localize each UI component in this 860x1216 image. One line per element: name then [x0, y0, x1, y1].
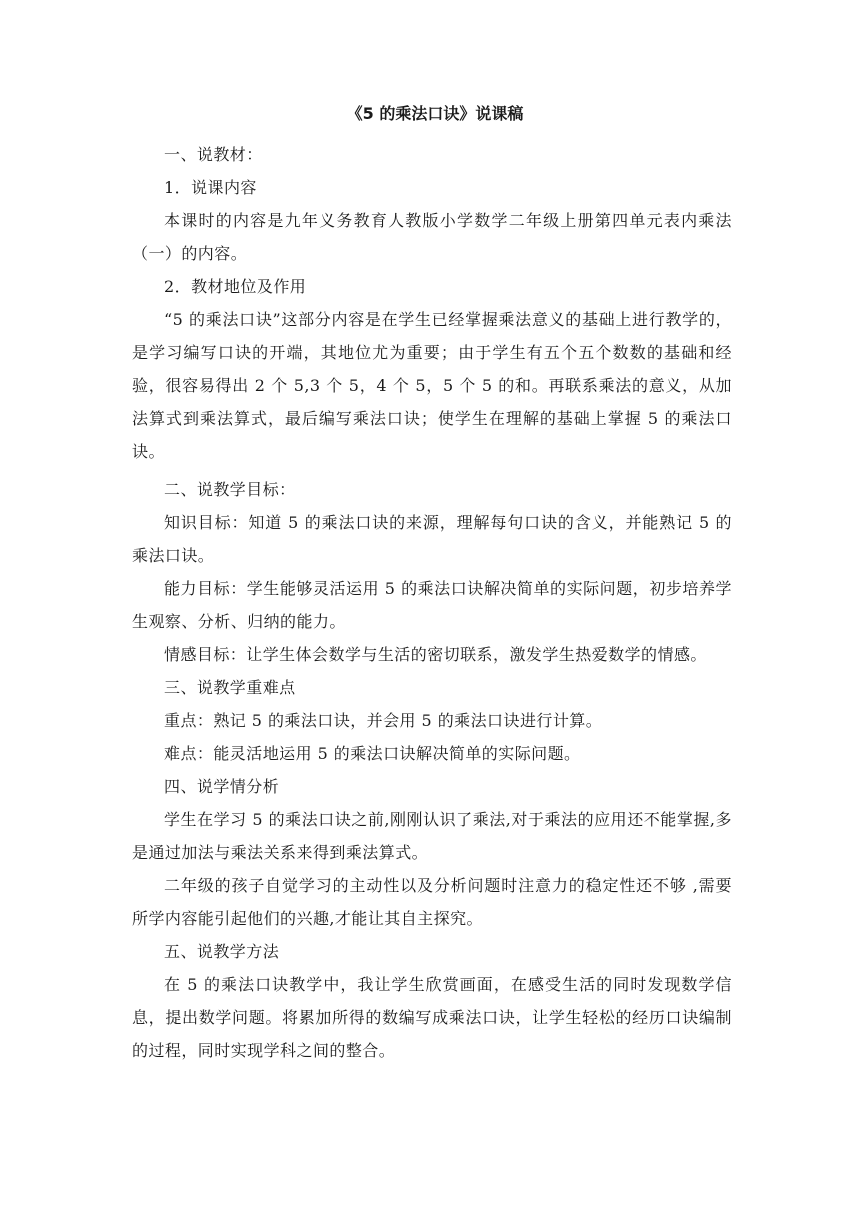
section-heading-teaching-goals: 二、说教学目标：	[164, 480, 296, 499]
paragraph-ability-goal: 能力目标：学生能够灵活运用 5 的乘法口诀解决简单的实际问题，初步培养学生观察、分析、归纳的能力。	[132, 579, 732, 631]
paragraph-student-analysis-2: 二年级的孩子自觉学习的主动性以及分析问题时注意力的稳定性还不够 ,需要所学内容能引起他们的兴趣,才能让其自主探究。	[132, 876, 732, 928]
section-heading-key-difficult-points: 三、说教学重难点	[164, 678, 296, 697]
paragraph-key-point: 重点：熟记 5 的乘法口诀，并会用 5 的乘法口诀进行计算。	[164, 711, 603, 730]
section-heading-student-analysis: 四、说学情分析	[164, 777, 280, 796]
paragraph-teaching-methods: 在 5 的乘法口诀教学中，我让学生欣赏画面，在感受生活的同时发现数学信息，提出数学问题。将累加所得的数编写成乘法口诀，让学生轻松的经历口诀编制的过程，同时实现学科之间的整合。	[132, 975, 732, 1060]
paragraph-knowledge-goal: 知识目标：知道 5 的乘法口诀的来源，理解每句口诀的含义，并能熟记 5 的乘法口诀。	[132, 513, 732, 565]
paragraph-emotion-goal: 情感目标：让学生体会数学与生活的密切联系，激发学生热爱数学的情感。	[164, 645, 707, 664]
paragraph-student-analysis-1: 学生在学习 5 的乘法口诀之前,刚刚认识了乘法,对于乘法的应用还不能掌握,多是通过加法与乘法关系来得到乘法算式。	[132, 810, 732, 862]
section-heading-textbook: 一、说教材：	[164, 145, 263, 164]
document-page	[132, 104, 732, 1067]
section-heading-teaching-methods: 五、说教学方法	[164, 942, 280, 961]
subheading-textbook-role: 2．教材地位及作用	[164, 277, 307, 296]
paragraph-lesson-content: 本课时的内容是九年义务教育人教版小学数学二年级上册第四单元表内乘法（一）的内容。	[132, 211, 732, 263]
document-title: 《5 的乘法口诀》说课稿	[346, 104, 524, 123]
paragraph-textbook-role: “5 的乘法口诀”这部分内容是在学生已经掌握乘法意义的基础上进行教学的，是学习编写口诀的开端，其地位尤为重要；由于学生有五个五个数数的基础和经验，很容易得出 2 个 5,3 个 5，4 个 5，5 个 5 的和。再联系乘法的意义，从加法算式到乘法算式，最后编写乘法口诀；使学生在理解的基础上掌握 5 的乘法口诀。	[132, 310, 732, 461]
subheading-lesson-content: 1．说课内容	[164, 178, 257, 197]
paragraph-difficult-point: 难点：能灵活地运用 5 的乘法口诀解决简单的实际问题。	[164, 744, 581, 763]
